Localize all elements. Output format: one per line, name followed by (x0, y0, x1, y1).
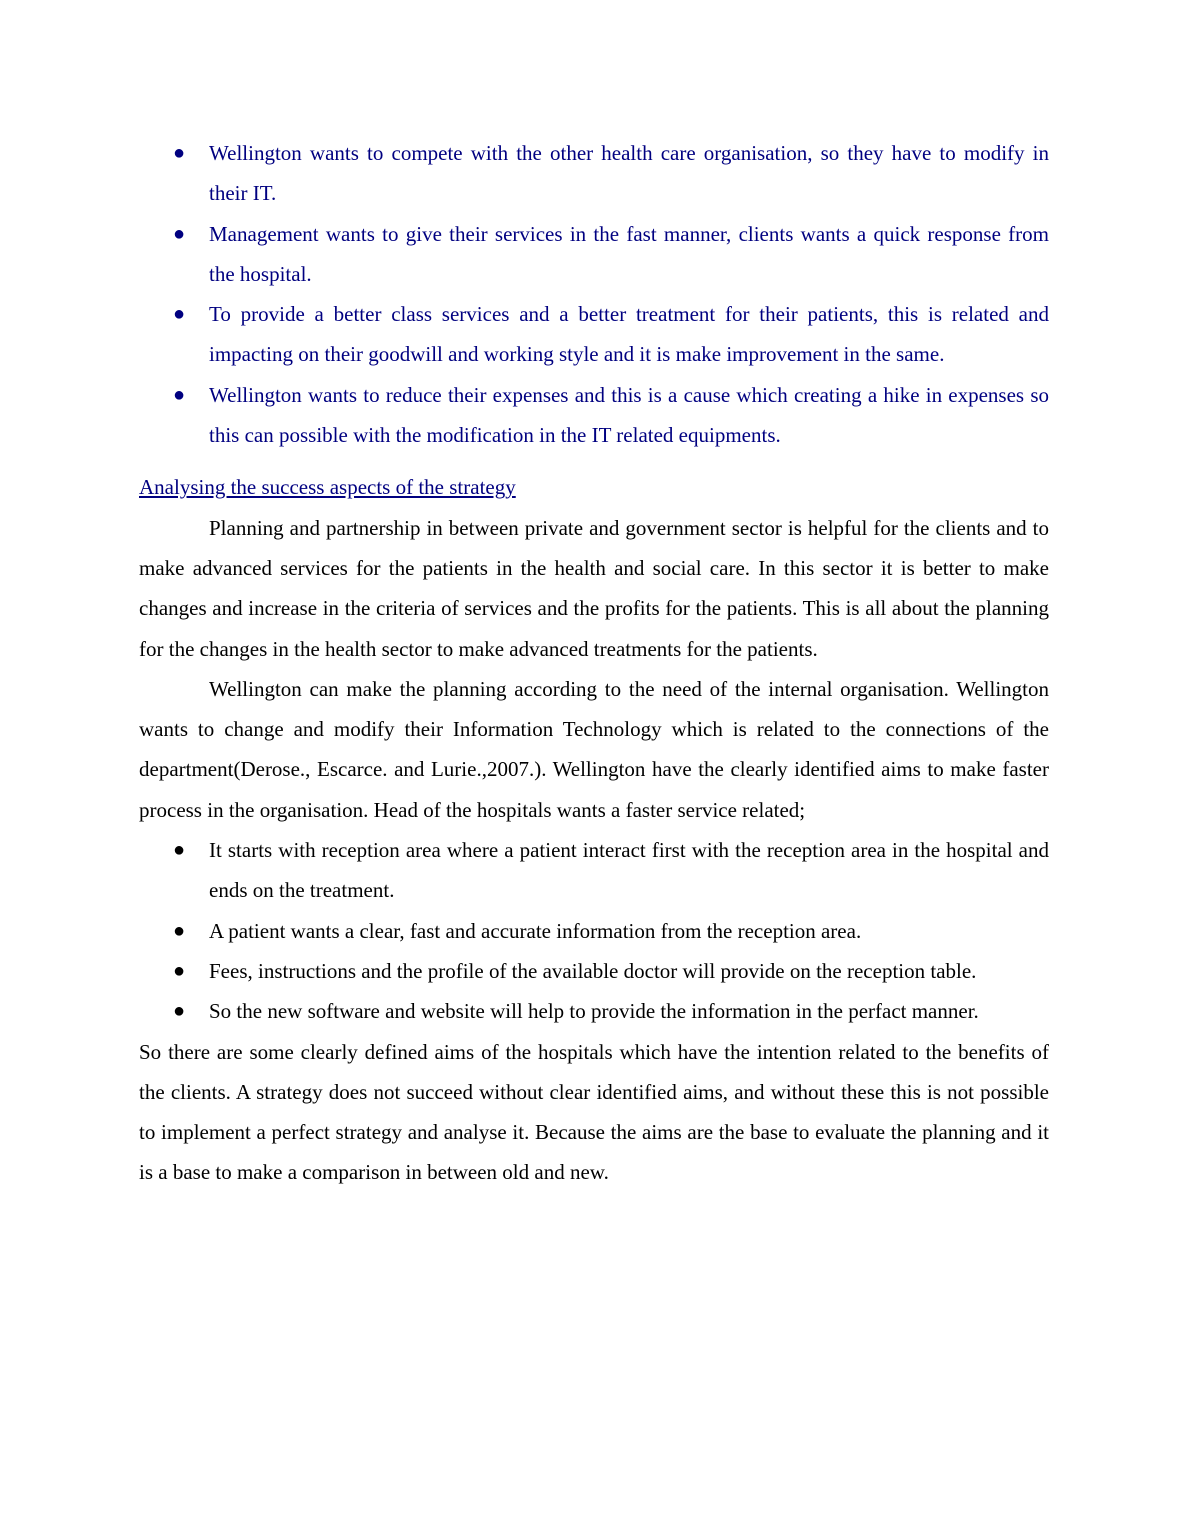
bullet-icon: ● (173, 959, 186, 982)
list-item (139, 911, 1049, 951)
list-item (139, 991, 1049, 1031)
paragraph: Wellington can make the planning according to the need of the internal organisation. Wellington wants to change and modify their Information Technology which is related to the connections of the department(Derose., Escarce. and Lurie.,2007.). Wellington have the clearly identified aims to make faster process in the organisation. Head of the hospitals wants a faster service related; (139, 676, 1049, 822)
list-item (139, 830, 1049, 911)
list-item-text: To provide a better class services and a better treatment for their patients, this is related and impacting on their goodwill and working style and it is make improvement in the same. (209, 302, 1049, 367)
list-item-text: So the new software and website will help to provide the information in the perfact manner. (209, 999, 979, 1024)
list-item-text: A patient wants a clear, fast and accurate information from the reception area. (209, 918, 862, 943)
list-item-text: Fees, instructions and the profile of the available doctor will provide on the reception table. (209, 958, 977, 983)
list-item-text: Management wants to give their services in the fast manner, clients wants a quick response from the hospital. (209, 221, 1049, 286)
second-bullet-list (139, 830, 1049, 1031)
bullet-icon: ● (173, 1000, 186, 1023)
bullet-icon: ● (173, 383, 186, 406)
top-bullet-list (139, 133, 1049, 455)
section-heading: Analysing the success aspects of the strategy (139, 475, 516, 500)
list-item (139, 133, 1049, 214)
bullet-icon: ● (173, 839, 186, 862)
paragraph: So there are some clearly defined aims of the hospitals which have the intention related to the benefits of the clients. A strategy does not succeed without clear identified aims, and without these this is not possible to implement a perfect strategy and analyse it. Because the aims are the base to evaluate the planning and it is a base to make a comparison in between old and new. (139, 1039, 1049, 1185)
bullet-icon: ● (173, 222, 186, 245)
list-item-text: Wellington wants to compete with the other health care organisation, so they have to modify in their IT. (209, 141, 1049, 206)
list-item (139, 375, 1049, 456)
list-item (139, 294, 1049, 375)
list-item-text: Wellington wants to reduce their expenses and this is a cause which creating a hike in expenses so this can possible with the modification in the IT related equipments. (209, 382, 1049, 448)
bullet-icon: ● (173, 142, 186, 164)
list-item (139, 951, 1049, 991)
document-page (139, 133, 1049, 1193)
bullet-icon: ● (173, 303, 186, 326)
list-item-text: It starts with reception area where a patient interact first with the reception area in the hospital and ends on the treatment. (209, 838, 1049, 903)
bullet-icon: ● (173, 919, 186, 942)
list-item (139, 214, 1049, 295)
paragraph: Planning and partnership in between private and government sector is helpful for the clients and to make advanced services for the patients in the health and social care. In this sector it is better to make changes and increase in the criteria of services and the profits for the patients. This is all about the planning for the changes in the health sector to make advanced treatments for the patients. (139, 515, 1049, 661)
